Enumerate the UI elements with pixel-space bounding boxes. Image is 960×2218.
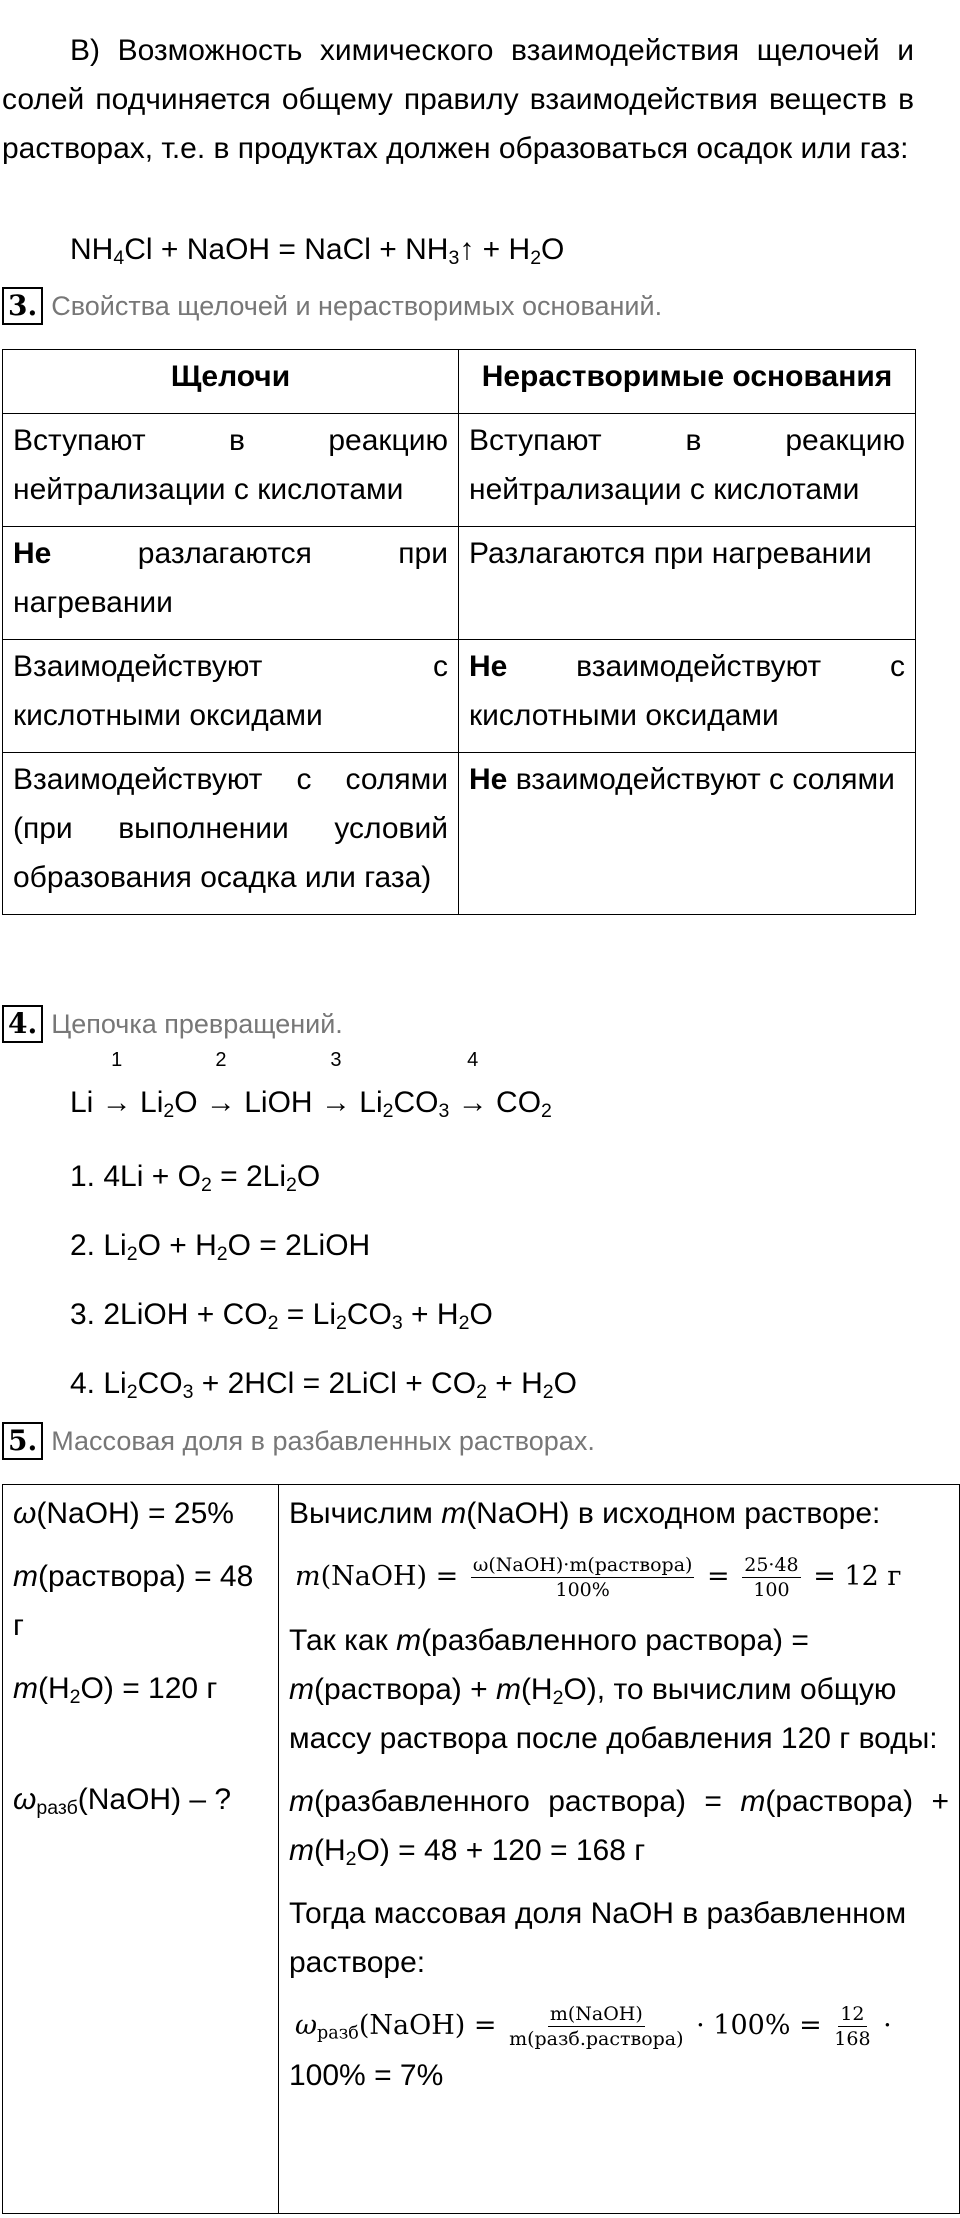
solution-column	[279, 1485, 960, 2214]
header-alkalis: Щелочи	[3, 350, 459, 414]
given-column	[3, 1485, 279, 2214]
table-row	[3, 753, 916, 915]
reaction-1: 1. $4Li + O_2 = 2Li_2O$	[70, 1160, 321, 1196]
fraction: $\frac{\text{ω(NaOH)·m(раствора)}}{100\%}$	[472, 1554, 693, 1601]
arrow-icon: 1 →	[101, 1049, 132, 1119]
table-cell: Вступают в реакцию нейтрализации с кислотами	[459, 414, 916, 527]
section-title: Цепочка превращений.	[51, 1008, 343, 1039]
section-number: 3.	[2, 287, 43, 325]
table-cell: Разлагаются при нагревании	[459, 527, 916, 640]
bold-negation: Не	[13, 537, 52, 570]
table-header-row	[3, 350, 916, 414]
given-water-mass: $m(H_2O) = 120$ г	[13, 1672, 218, 1708]
table-row	[3, 640, 916, 753]
table-cell: Не взаимодействуют с солями	[459, 753, 916, 915]
bold-negation: Не	[469, 650, 508, 683]
given-mass-fraction: ω(NaOH) = 25%	[13, 1497, 234, 1530]
given-solution-mass: m(раствора) = 48 г	[13, 1560, 254, 1642]
solution-text-3: m(разбавленного раствора) = m(раствора) + $m(H_2O) = 48 + 120 = 168$ г	[289, 1785, 949, 1870]
bold-negation: Не	[469, 763, 508, 796]
fraction: $\frac{25\cdot 48}{100}$	[744, 1554, 799, 1601]
section-title: Свойства щелочей и нерастворимых оснований.	[51, 290, 663, 321]
reaction-4: 4. $Li_2CO_3 + 2HCl$ = 2LiCl + $CO_2 + H_2O$	[70, 1367, 577, 1403]
equation-nh4cl-naoh: $NH_4Cl$ + NaOH = NaCl + $NH_3↑ + H_2O$	[70, 233, 565, 269]
formula-diluted-fraction: $\omega_{разб}(NaOH)$ = $\frac{\text{m(NaOH)}}{\text{m(разб.раствора)}}$ · 100% = $\frac{12}{168}$ ·	[295, 2003, 892, 2050]
table-cell: Вступают в реакцию нейтрализации с кислотами	[3, 414, 459, 527]
reaction-2: 2. $Li_2O + H_2O$ = 2LiOH	[70, 1229, 371, 1265]
section-5-heading	[2, 1421, 595, 1461]
arrow-icon: 4 →	[457, 1049, 488, 1119]
intro-paragraph: В) Возможность химического взаимодействия щелочей и солей подчиняется общему правилу взаимодействия веществ в растворах, т.е. в продуктах должен образоваться осадок или газ:	[2, 34, 914, 165]
table-cell: Взаимодействуют с кислотными оксидами	[3, 640, 459, 753]
fraction: $\frac{\text{m(NaOH)}}{\text{m(разб.раствора)}}$	[509, 2003, 684, 2050]
formula-mass-naoh: m(NaOH) = $\frac{\text{ω(NaOH)·m(раствора)}}{100\%}$ = $\frac{25\cdot 48}{100}$ = 12 г	[295, 1554, 902, 1601]
section-3-heading	[2, 286, 662, 326]
table-row	[3, 414, 916, 527]
arrow-icon: 3 →	[320, 1049, 351, 1119]
solution-text-4: Тогда массовая доля NaOH в разбавленном растворе:	[289, 1897, 907, 1979]
properties-table	[2, 349, 916, 915]
fraction: $\frac{12}{168}$	[834, 2003, 871, 2050]
section-number: 4.	[2, 1005, 43, 1043]
arrow-icon: 2 →	[205, 1049, 236, 1119]
find-mass-fraction: $\omega_{разб}(NaOH)$ – ?	[13, 1783, 232, 1819]
section-number: 5.	[2, 1422, 43, 1460]
problem-table	[2, 1484, 960, 2214]
table-row	[3, 527, 916, 640]
solution-text-2: Так как m(разбавленного раствора) = m(раствора) + $m(H_2O)$, то вычислим общую массу раствора после добавления 120 г воды:	[289, 1624, 938, 1755]
section-title: Массовая доля в разбавленных растворах.	[51, 1425, 595, 1456]
table-cell: Не разлагаются при нагревании	[3, 527, 459, 640]
table-cell: Не взаимодействуют с кислотными оксидами	[459, 640, 916, 753]
table-cell: Взаимодействуют с солями (при выполнении условий образования осадка или газа)	[3, 753, 459, 915]
final-result: 100% = 7%	[289, 2059, 444, 2092]
solution-step-1: Вычислим m(NaOH) в исходном растворе:	[289, 1497, 881, 1530]
reaction-3: 3. 2LiOH + $CO_2 = Li_2CO_3 + H_2O$	[70, 1298, 493, 1334]
section-4-heading	[2, 1004, 343, 1044]
header-insoluble-bases: Нерастворимые основания	[459, 350, 916, 414]
transformation-chain: Li 1 → $Li_2O$ 2 → LiOH 3 → $Li_2CO_3$ 4 → $CO_2$	[70, 1078, 552, 1127]
